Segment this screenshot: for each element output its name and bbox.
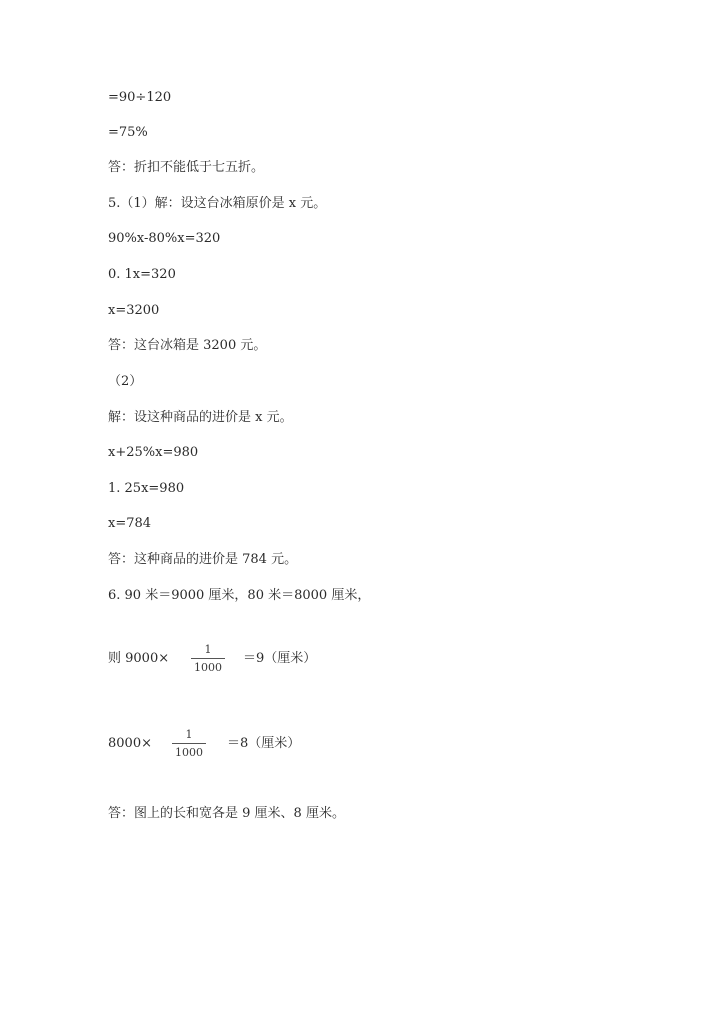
text-line: 1. 25x=980 [108, 481, 185, 496]
fraction-numerator: 1 [172, 728, 206, 744]
text-line: 答：这种商品的进价是 784 元。 [108, 552, 298, 567]
text-line: x=784 [108, 516, 152, 531]
equation-suffix: ＝9（厘米） [243, 651, 317, 666]
equation-suffix: ＝8（厘米） [227, 736, 301, 751]
equation-prefix: 则 9000× [108, 651, 170, 666]
text-line: 答：折扣不能低于七五折。 [108, 160, 265, 175]
text-line: =90÷120 [108, 90, 172, 105]
text-line: =75% [108, 125, 148, 140]
fraction-denominator: 1000 [194, 661, 222, 674]
fraction-numerator: 1 [191, 643, 225, 659]
fraction-denominator: 1000 [175, 746, 203, 759]
equation-prefix: 8000× [108, 736, 152, 751]
text-line: 90%x-80%x=320 [108, 231, 221, 246]
text-line: 答：这台冰箱是 3200 元。 [108, 338, 267, 353]
text-line: x+25%x=980 [108, 445, 199, 460]
text-line: （2） [108, 374, 143, 389]
final-answer: 答：图上的长和宽各是 9 厘米、8 厘米。 [108, 806, 345, 821]
text-line: 解：设这种商品的进价是 x 元。 [108, 410, 293, 425]
fraction [191, 643, 225, 674]
text-line: 0. 1x=320 [108, 267, 176, 282]
text-line: 5.（1）解：设这台冰箱原价是 x 元。 [108, 196, 327, 211]
fraction [172, 728, 206, 759]
text-line: 6. 90 米＝9000 厘米，80 米＝8000 厘米， [108, 588, 371, 603]
text-line: x=3200 [108, 303, 160, 318]
